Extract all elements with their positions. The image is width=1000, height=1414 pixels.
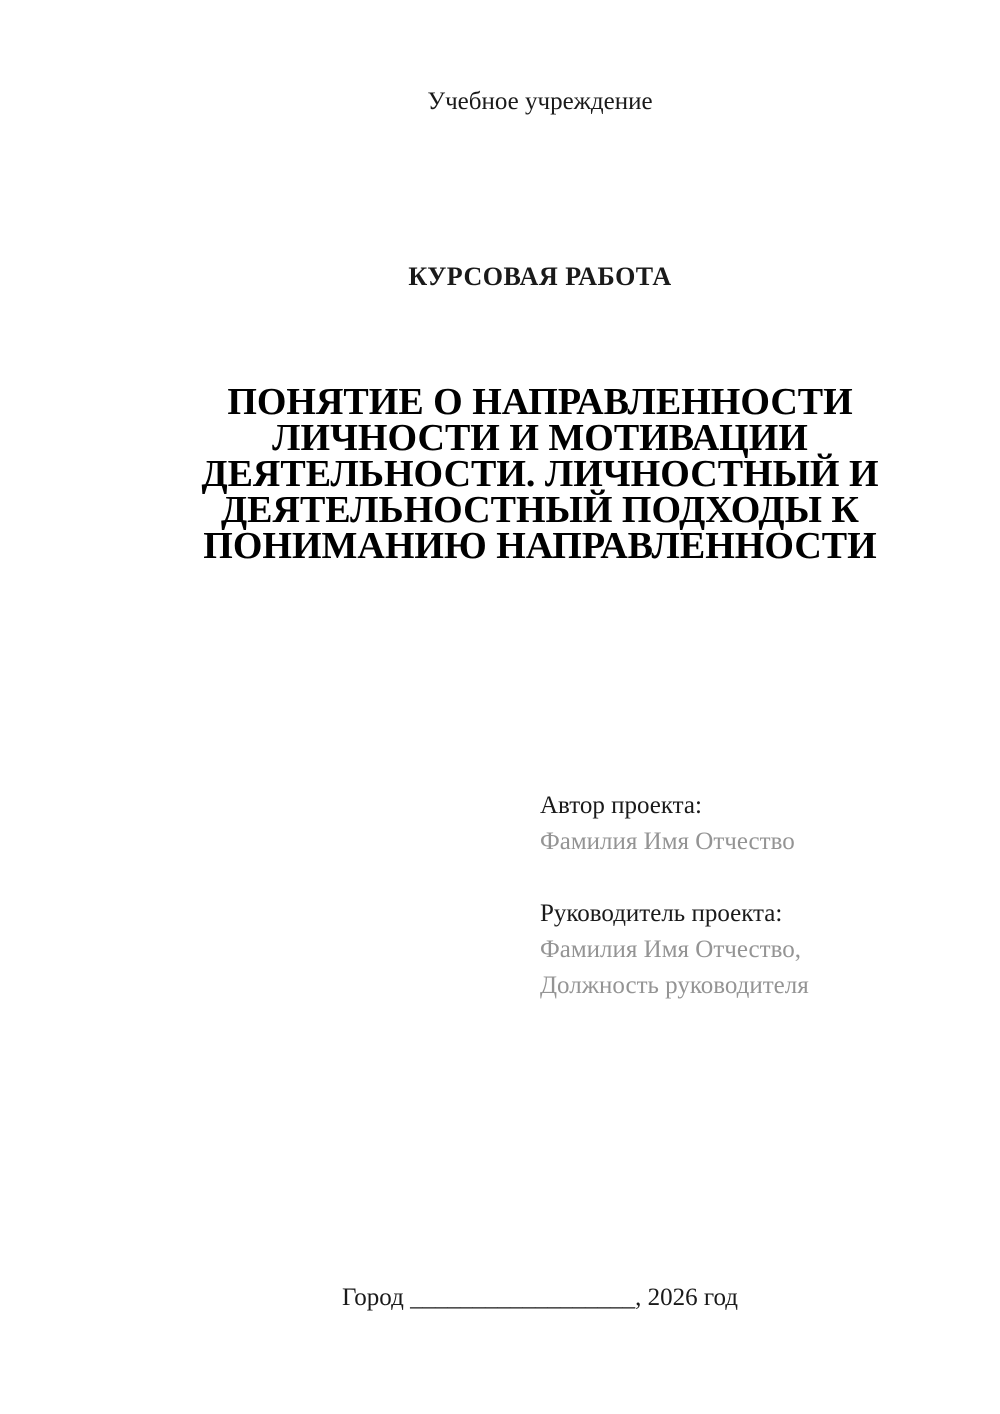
title-line: ПОНИМАНИЮ НАПРАВЛЕННОСТИ — [203, 525, 877, 568]
author-name-placeholder: Фамилия Имя Отчество — [540, 828, 795, 855]
year-text: , 2026 год — [635, 1284, 738, 1311]
supervisor-name-placeholder: Фамилия Имя Отчество, — [540, 936, 801, 963]
credits-section — [540, 788, 809, 1004]
title-line: ДЕЯТЕЛЬНОСТНЫЙ ПОДХОДЫ К — [221, 489, 859, 532]
work-type-heading: КУРСОВАЯ РАБОТА — [408, 262, 672, 291]
city-label: Город — [342, 1284, 411, 1311]
title-line: ЛИЧНОСТИ И МОТИВАЦИИ — [272, 417, 808, 460]
institution-name: Учебное учреждение — [427, 88, 653, 115]
city-year-line — [80, 1284, 1000, 1312]
supervisor-label: Руководитель проекта: — [540, 900, 783, 927]
supervisor-position-placeholder: Должность руководителя — [540, 972, 809, 999]
author-label: Автор проекта: — [540, 792, 702, 819]
blank-line: __________________ — [410, 1284, 636, 1311]
credits-spacer — [540, 860, 809, 896]
title-line: ДЕЯТЕЛЬНОСТИ. ЛИЧНОСТНЫЙ И — [201, 453, 879, 496]
project-title — [80, 381, 1000, 568]
title-line: ПОНЯТИЕ О НАПРАВЛЕННОСТИ — [227, 381, 853, 423]
